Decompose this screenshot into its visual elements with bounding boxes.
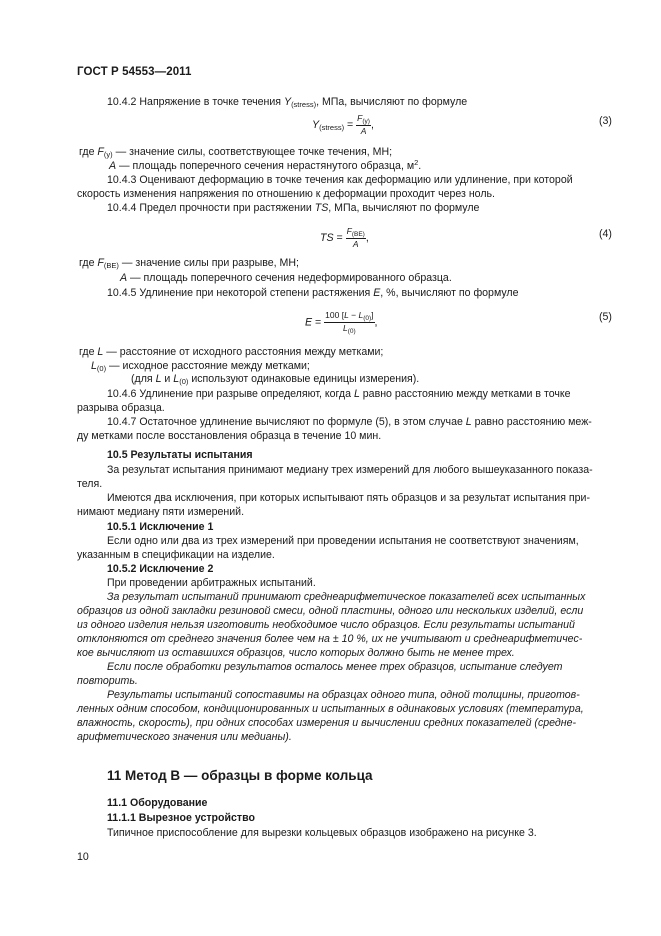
text: где bbox=[79, 257, 98, 269]
italic-paragraph-1-line-1: За результат испытаний принимают среднеарифметическое показателей всех испытанных bbox=[107, 591, 586, 603]
fraction bbox=[346, 227, 366, 249]
fraction-denominator: A bbox=[360, 126, 367, 136]
page-number: 10 bbox=[77, 851, 89, 863]
comma: , bbox=[374, 316, 378, 329]
where-a-2 bbox=[120, 272, 452, 285]
where-a bbox=[109, 160, 421, 173]
paragraph-10-4-3-line-2: скорость изменения напряжения по отношению к деформации проходит через ноль. bbox=[77, 188, 495, 200]
text: — площадь поперечного сечения недеформированного образца. bbox=[127, 272, 452, 284]
paragraph-10-5-b-line-1: Имеются два исключения, при которых испытывают пять образцов и за результат испытания при- bbox=[107, 492, 590, 504]
document-header: ГОСТ Р 54553—2011 bbox=[77, 66, 192, 78]
text: . bbox=[418, 160, 422, 172]
subscript: (y) bbox=[103, 150, 113, 159]
equation-number-4: (4) bbox=[599, 228, 612, 240]
fraction bbox=[324, 311, 374, 334]
text: (для bbox=[131, 373, 156, 385]
italic-paragraph-2-line-1: Если после обработки результатов осталось менее трех образцов, испытание следует bbox=[107, 661, 563, 673]
var-f: F bbox=[357, 113, 363, 123]
subscript: (BE) bbox=[351, 230, 365, 238]
equals-sign: = bbox=[312, 316, 325, 329]
paragraph-10-4-6-line-2: разрыва образца. bbox=[77, 402, 165, 414]
section-heading-10-5: 10.5 Результаты испытания bbox=[107, 449, 253, 461]
section-heading-11-1-1: 11.1.1 Вырезное устройство bbox=[107, 812, 255, 824]
equation-number-3: (3) bbox=[599, 115, 612, 127]
text: 10.4.7 Остаточное удлинение вычисляют по формуле (5), в этом случае bbox=[107, 416, 466, 428]
subscript: (0) bbox=[363, 314, 372, 322]
var-l: L bbox=[465, 416, 472, 428]
equals-sign: = bbox=[333, 231, 346, 244]
section-heading-10-5-2: 10.5.2 Исключение 2 bbox=[107, 563, 214, 575]
paragraph-10-5-a-line-1: За результат испытания принимают медиану трех измерений для любого вышеуказанного показа- bbox=[107, 464, 593, 476]
var-ts: TS bbox=[314, 202, 329, 214]
formula-lhs: E bbox=[305, 316, 313, 329]
where-l0 bbox=[91, 360, 310, 373]
fraction-numerator bbox=[324, 311, 374, 323]
section-heading-11: 11 Метод В — образцы в форме кольца bbox=[107, 768, 373, 783]
var-f: F bbox=[97, 257, 104, 269]
text: , %, вычисляют по формуле bbox=[380, 287, 519, 299]
where-f-y bbox=[79, 146, 392, 159]
subscript: (0) bbox=[347, 327, 356, 335]
paragraph-11-1-1: Типичное приспособление для вырезки кольцевых образцов изображено на рисунке 3. bbox=[107, 827, 537, 839]
var-f: F bbox=[346, 226, 352, 236]
text: где bbox=[79, 146, 98, 158]
var-l: L bbox=[97, 346, 104, 358]
paragraph-10-4-4 bbox=[107, 202, 479, 215]
var-l: L bbox=[155, 373, 162, 385]
text: где bbox=[79, 346, 98, 358]
var-f: F bbox=[97, 146, 104, 158]
subscript: (y) bbox=[362, 117, 370, 125]
italic-paragraph-1-line-4: отклоняются от среднего значения более чем на ± 10 %, их не учитывают и среднеарифметичес- bbox=[77, 633, 583, 645]
text: — расстояние от исходного расстояния между метками; bbox=[103, 346, 384, 358]
text: используют одинаковые единицы измерения). bbox=[188, 373, 420, 385]
var-l: L bbox=[344, 310, 349, 320]
equation-number-5: (5) bbox=[599, 311, 612, 323]
text: ] bbox=[371, 310, 374, 320]
italic-paragraph-1-line-2: образцов из одной закладки резиновой смеси, одной пластины, одного или нескольких изделий, если bbox=[77, 605, 584, 617]
italic-paragraph-1-line-5: кое вычисляют из оставшихся образцов, число которых должно быть не менее трех. bbox=[77, 647, 515, 659]
subscript: (stress) bbox=[319, 122, 345, 132]
fraction bbox=[356, 114, 371, 136]
var-e: E bbox=[373, 287, 381, 299]
var-l0: L bbox=[343, 323, 348, 333]
subscript: (0) bbox=[96, 364, 107, 373]
superscript: 2 bbox=[414, 158, 419, 167]
text: — значение силы при разрыве, МН; bbox=[118, 257, 299, 269]
text: равно расстоянию между метками в точке bbox=[359, 388, 571, 400]
italic-paragraph-3-line-2: ленных одним способом, кондиционированных и испытанных в одинаковых условиях (температура, bbox=[77, 703, 584, 715]
formula-4 bbox=[320, 227, 369, 249]
text: 10.4.2 Напряжение в точке течения bbox=[107, 96, 284, 108]
text: 10.4.6 Удлинение при разрыве определяют, когда bbox=[107, 388, 354, 400]
comma: , bbox=[370, 118, 374, 131]
paragraph-10-4-3-line-1: 10.4.3 Оценивают деформацию в точке течения как деформацию или удлинение, при которой bbox=[107, 174, 573, 186]
paragraph-10-5-b-line-2: нимают медиану пяти измерений. bbox=[77, 506, 245, 518]
formula-3 bbox=[312, 114, 374, 136]
fraction-numerator bbox=[346, 227, 366, 239]
section-heading-10-5-1: 10.5.1 Исключение 1 bbox=[107, 521, 214, 533]
italic-paragraph-2-line-2: повторить. bbox=[77, 675, 138, 687]
paragraph-10-5-1-line-1: Если одно или два из трех измерений при проведении испытания не соответствуют значениям, bbox=[107, 535, 579, 547]
subscript: (stress) bbox=[291, 100, 317, 109]
paragraph-10-5-2: При проведении арбитражных испытаний. bbox=[107, 577, 316, 589]
text: 10.4.5 Удлинение при некоторой степени растяжения bbox=[107, 287, 374, 299]
var-a: A bbox=[109, 160, 117, 172]
italic-paragraph-1-line-3: из одного изделия нельзя изготовить необходимое число образцов. Если результаты испытаний bbox=[77, 619, 575, 631]
text: , МПа, вычисляют по формуле bbox=[316, 96, 468, 108]
paragraph-10-4-6-line-1 bbox=[107, 388, 571, 401]
text: 100 [ bbox=[325, 310, 345, 320]
paragraph-10-5-1-line-2: указанным в спецификации на изделие. bbox=[77, 549, 275, 561]
fraction-numerator bbox=[356, 114, 371, 126]
var-y: Y bbox=[283, 96, 292, 108]
var-a: A bbox=[120, 272, 128, 284]
where-l bbox=[79, 346, 383, 359]
text: − bbox=[348, 310, 359, 320]
text: равно расстоянию меж- bbox=[471, 416, 592, 428]
equals-sign: = bbox=[344, 118, 357, 131]
comma: , bbox=[365, 231, 369, 244]
italic-paragraph-3-line-4: арифметического значения или медианы). bbox=[77, 731, 292, 743]
units-note bbox=[131, 373, 419, 386]
fraction-denominator: A bbox=[352, 239, 359, 249]
formula-5 bbox=[305, 311, 378, 334]
formula-lhs: TS bbox=[320, 231, 334, 244]
text: — значение силы, соответствующее точке течения, МН; bbox=[112, 146, 393, 158]
where-f-be bbox=[79, 257, 299, 270]
italic-paragraph-3-line-3: влажность, скорость), при одних способах измерения и вычислении средних показателей (средне- bbox=[77, 717, 577, 729]
section-heading-11-1: 11.1 Оборудование bbox=[107, 797, 208, 809]
paragraph-10-4-7-line-1 bbox=[107, 416, 592, 429]
var-l0: L bbox=[173, 373, 180, 385]
fraction-denominator bbox=[324, 323, 374, 334]
paragraph-10-4-5 bbox=[107, 287, 519, 300]
formula-lhs: Y bbox=[312, 118, 320, 131]
text: , МПа, вычисляют по формуле bbox=[328, 202, 480, 214]
paragraph-10-4-7-line-2: ду метками после восстановления образца в течение 10 мин. bbox=[77, 430, 382, 442]
text: и bbox=[161, 373, 174, 385]
paragraph-10-4-2 bbox=[107, 96, 467, 109]
text: — исходное расстояние между метками; bbox=[106, 360, 310, 372]
var-l0: L bbox=[358, 310, 364, 320]
italic-paragraph-3-line-1: Результаты испытаний сопоставимы на образцах одного типа, одной толщины, приготов- bbox=[107, 689, 580, 701]
text: — площадь поперечного сечения нерастянутого образца, м bbox=[116, 160, 415, 172]
subscript: (0) bbox=[179, 377, 189, 386]
subscript: (BE) bbox=[103, 261, 119, 270]
text: 10.4.4 Предел прочности при растяжении bbox=[107, 202, 315, 214]
var-l0: L bbox=[91, 360, 97, 372]
paragraph-10-5-a-line-2: теля. bbox=[77, 478, 103, 490]
var-l: L bbox=[353, 388, 360, 400]
